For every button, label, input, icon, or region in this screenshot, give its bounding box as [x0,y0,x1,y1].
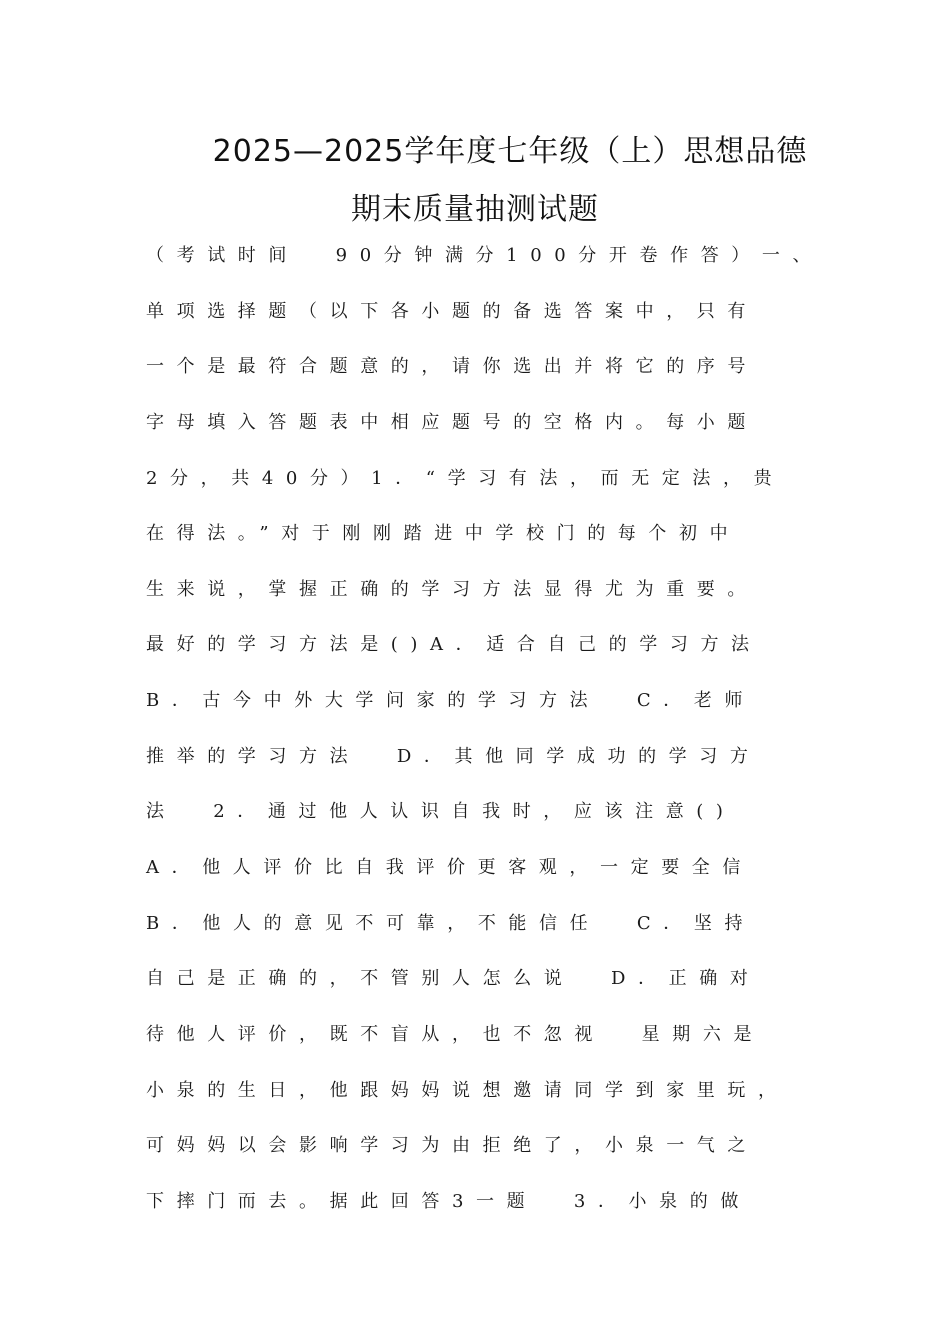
body-text-line: 推举的学习方法 D．其他同学成功的学习方 [146,746,761,767]
body-text-line: 小泉的生日，他跟妈妈说想邀请同学到家里玩， [146,1080,789,1101]
body-text-line: B．古今中外大学问家的学习方法 C．老师 [146,690,756,711]
document-title-line-2: 期末质量抽测试题 [351,192,599,227]
body-text-line: 待他人评价，既不盲从，也不忽视 星期六是 [146,1024,765,1045]
body-text-line: 2分，共40分）1．“学习有法，而无定法，贵 [146,468,785,489]
body-text-line: 一个是最符合题意的，请你选出并将它的序号 [146,356,758,377]
body-text-line: （考试时间 90分钟满分100分开卷作答）一、 [146,245,824,266]
body-text-line: 生来说，掌握正确的学习方法显得尤为重要。 [146,579,758,600]
body-text-line: 最好的学习方法是()A．适合自己的学习方法 [146,634,762,655]
body-text-line: 可妈妈以会影响学习为由拒绝了，小泉一气之 [146,1135,758,1156]
body-text-line: B．他人的意见不可靠，不能信任 C．坚持 [146,913,756,934]
body-text-line: 下摔门而去。据此回答3一题 3．小泉的做 [146,1191,751,1212]
body-text-line: 法 2．通过他人认识自我时，应该注意() [146,801,736,822]
body-text-line: 单项选择题（以下各小题的备选答案中，只有 [146,301,758,322]
body-text-line: 自己是正确的，不管别人怎么说 D．正确对 [146,968,761,989]
body-text-line: 字母填入答题表中相应题号的空格内。每小题 [146,412,758,433]
document-title-line-1: 2025—2025学年度七年级（上）思想品德 [212,134,808,169]
body-text-line: 在得法。”对于刚刚踏进中学校门的每个初中 [146,523,741,544]
body-text-line: A．他人评价比自我评价更客观，一定要全信 [146,857,753,878]
